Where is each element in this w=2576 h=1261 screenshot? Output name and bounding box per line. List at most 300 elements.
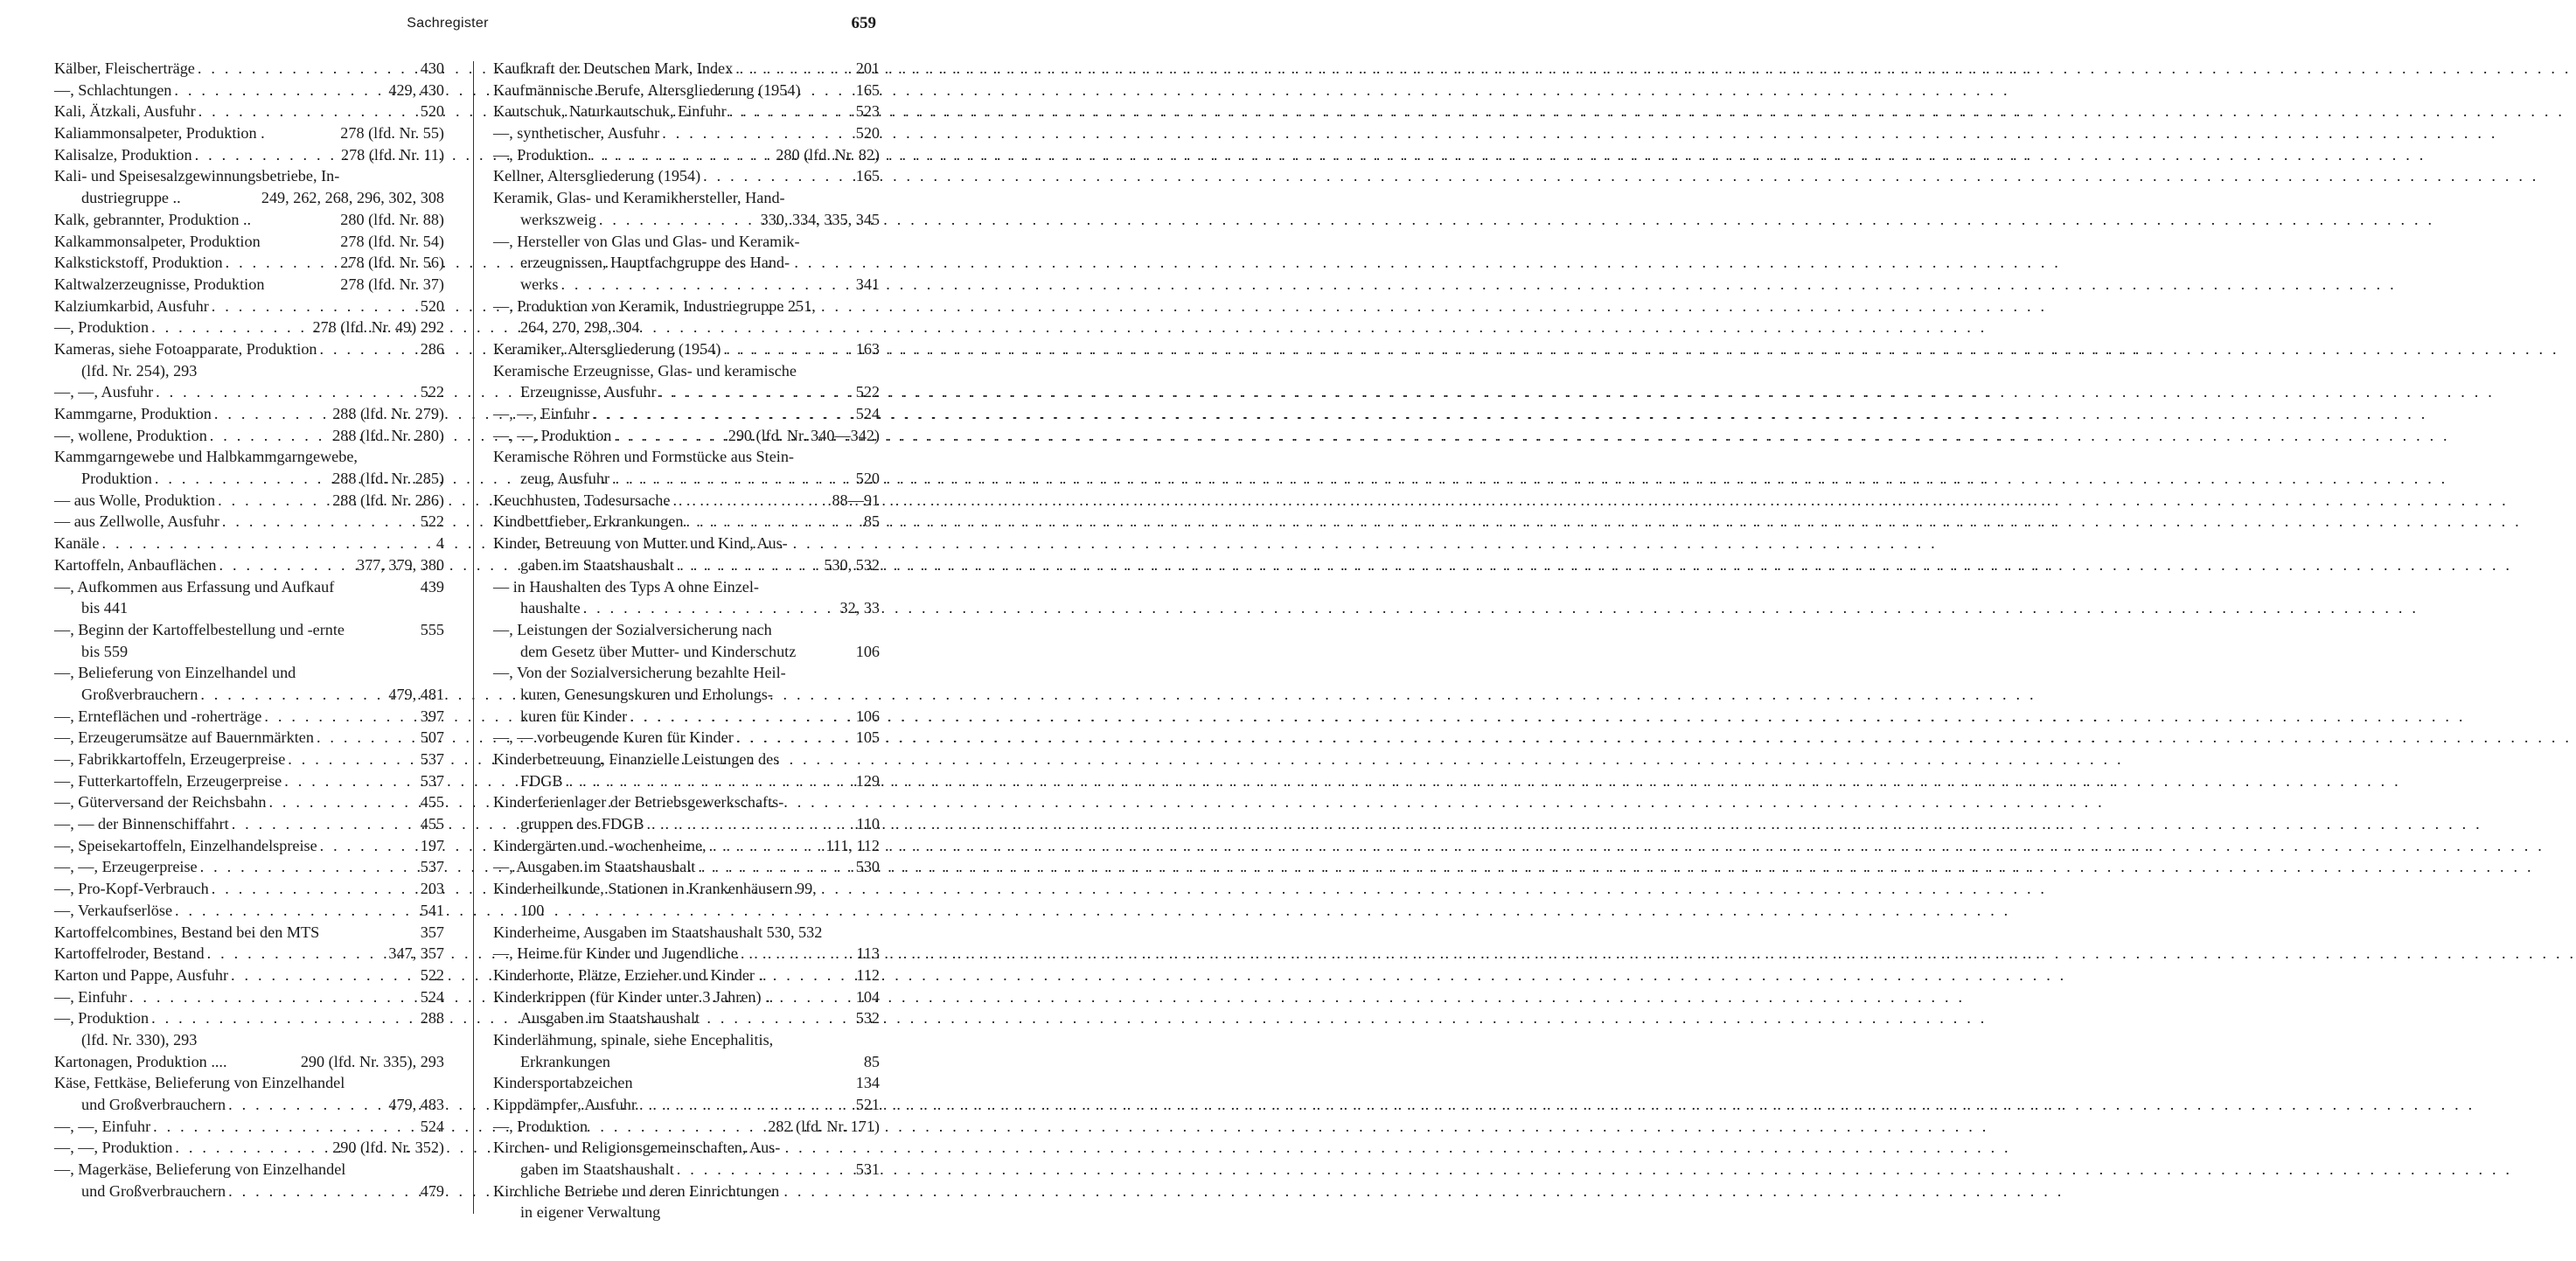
index-entry xyxy=(493,813,880,835)
index-entry xyxy=(493,706,880,728)
index-entry-text: —, — der Binnenschiffahrt xyxy=(54,815,229,833)
index-entry xyxy=(54,446,444,468)
index-entry xyxy=(493,1029,880,1051)
leader-dots xyxy=(639,1094,853,1116)
index-entry xyxy=(54,878,444,900)
page-number: 659 xyxy=(851,14,876,32)
index-entry-text: —, Beginn der Kartoffelbestellung und -ernte xyxy=(54,620,345,638)
index-entry xyxy=(54,1181,444,1202)
index-entry xyxy=(493,641,880,663)
leader-dots xyxy=(590,144,773,166)
index-entry-text: Keramiker, Altersgliederung (1954) xyxy=(493,339,721,358)
index-entry-text: —, Pro-Kopf-Verbrauch xyxy=(54,880,209,898)
index-entry xyxy=(493,468,880,490)
index-entry xyxy=(54,1159,444,1181)
index-entry-page-ref: 429, 430 xyxy=(388,80,444,99)
index-entry-page-ref: 523 xyxy=(855,102,880,121)
index-entry-text: Kameras, siehe Fotoapparate, Produktion xyxy=(54,339,317,358)
leader-dots xyxy=(284,770,417,792)
index-entry xyxy=(54,58,444,80)
index-entry xyxy=(493,791,880,813)
leader-dots xyxy=(614,425,725,447)
index-entry-text: bis 441 xyxy=(81,599,129,617)
leader-dots xyxy=(219,554,354,576)
leader-dots xyxy=(198,58,418,80)
index-entry-text: Keuchhusten, Todesursache xyxy=(493,491,671,509)
index-entry xyxy=(493,511,880,533)
index-entry xyxy=(493,749,880,770)
index-entry-text: Kinderferienlager der Betriebsgewerkschafts- xyxy=(493,793,784,812)
leader-dots xyxy=(677,554,822,576)
index-entry-page-ref: 521 xyxy=(855,1096,880,1113)
index-entry-text: Erzeugnisse, Ausfuhr xyxy=(520,383,657,401)
leader-dots xyxy=(583,597,838,619)
index-entry-page-ref: 105 xyxy=(855,728,880,747)
index-entry-text: Kammgarne, Produktion xyxy=(54,405,212,422)
index-entry-page-ref: 439 xyxy=(420,577,444,596)
index-entry-page-ref: 106 xyxy=(855,707,880,725)
index-entry xyxy=(493,554,880,576)
index-entry xyxy=(54,252,444,274)
index-entry-page-ref: 532 xyxy=(855,1009,880,1028)
leader-dots xyxy=(200,856,418,878)
index-entry xyxy=(493,727,880,749)
index-entry xyxy=(54,706,444,728)
index-entry xyxy=(493,187,880,209)
index-entry xyxy=(54,641,444,663)
leader-dots xyxy=(736,727,853,749)
index-entry-text: kuren für Kinder xyxy=(520,707,628,725)
index-entry xyxy=(54,468,444,490)
index-entry xyxy=(54,1072,444,1094)
index-entry-page-ref: 530 xyxy=(855,858,880,876)
index-entry xyxy=(493,1094,880,1116)
index-entry xyxy=(493,425,880,447)
index-entry-page-ref: 531 xyxy=(855,1160,880,1179)
index-entry-page-ref: 278 (lfd. Nr. 56) xyxy=(340,254,444,272)
index-entry-page-ref: 278 (lfd. Nr. 55) xyxy=(340,124,444,143)
index-entry xyxy=(54,511,444,533)
index-entry-text: Kali- und Speisesalzgewinnungsbetriebe, In- xyxy=(54,167,340,185)
index-entry xyxy=(54,813,444,835)
index-entry xyxy=(54,1007,444,1029)
leader-dots xyxy=(317,727,418,749)
index-entry xyxy=(493,662,880,684)
index-entry-page-ref: 530, 532 xyxy=(824,555,880,574)
index-entry-text: Keramische Erzeugnisse, Glas- und keramische xyxy=(493,361,797,380)
leader-dots xyxy=(175,900,418,922)
index-entry-text: Kinderkrippen (für Kinder unter 3 Jahren) .. xyxy=(493,987,774,1006)
index-entry xyxy=(54,209,444,231)
leader-dots xyxy=(207,943,386,965)
leader-dots xyxy=(200,684,386,706)
index-entry xyxy=(54,187,444,209)
leader-dots xyxy=(741,943,854,965)
index-entry-page-ref: 522 xyxy=(855,383,880,401)
index-entry-page-ref: 524 xyxy=(420,987,444,1006)
index-entry-text: dem Gesetz über Mutter- und Kinderschutz xyxy=(520,642,797,660)
index-entry xyxy=(493,597,880,619)
leader-dots xyxy=(212,878,418,900)
index-entry xyxy=(493,835,880,857)
index-entry xyxy=(493,943,880,965)
index-entry xyxy=(54,986,444,1008)
index-entry-page-ref: 280 (lfd. Nr. 82) xyxy=(776,145,880,164)
index-entry-page-ref: 455 xyxy=(420,815,444,833)
index-entry-page-ref: 479, 483 xyxy=(388,1096,444,1113)
index-entry-page-ref: 520 xyxy=(420,296,444,315)
index-entry-text: Kammgarngewebe und Halbkammgarngewebe, xyxy=(54,448,358,466)
index-entry xyxy=(493,101,880,122)
index-entry-text: 100 xyxy=(520,901,545,919)
index-entry-text: —, —, Produktion xyxy=(54,1139,173,1157)
index-entry-text: —, —, Erzeugerpreise xyxy=(54,858,198,876)
index-entry-page-ref: 282 (lfd. Nr. 171) xyxy=(768,1117,880,1135)
index-entry xyxy=(493,296,880,317)
index-entry-text: dustriegruppe .. xyxy=(81,189,181,207)
index-entry-text: —, Futterkartoffeln, Erzeugerpreise xyxy=(54,771,282,790)
index-entry-page-ref: 129 xyxy=(855,771,880,790)
index-entry xyxy=(493,58,880,80)
index-entry xyxy=(54,856,444,878)
index-entry xyxy=(493,1116,880,1138)
index-entry-page-ref: 537 xyxy=(420,771,444,790)
index-entry-text: —, Verkaufserlöse xyxy=(54,901,173,919)
index-entry-text: Ausgaben im Staatshaushalt xyxy=(520,1009,700,1028)
index-entry-text: Kartoffelroder, Bestand xyxy=(54,944,205,963)
index-entry-page-ref: 479, 481 xyxy=(388,685,444,703)
leader-dots xyxy=(698,856,853,878)
index-entry-text: Großverbrauchern xyxy=(81,685,198,703)
index-entry-page-ref: 288 xyxy=(420,1009,444,1028)
index-entry-text: —, Heime für Kinder und Jugendliche xyxy=(493,944,738,963)
index-entry xyxy=(54,490,444,512)
leader-dots xyxy=(320,835,418,857)
index-entry-page-ref: 280 (lfd. Nr. 88) xyxy=(340,210,444,228)
index-entry xyxy=(54,274,444,296)
leader-dots xyxy=(195,144,338,166)
index-entry xyxy=(54,943,444,965)
index-entry-page-ref: 288 (lfd. Nr. 279) xyxy=(332,405,444,422)
leader-dots xyxy=(630,706,853,728)
leader-dots xyxy=(612,468,853,490)
index-entry-text: Kalziumkarbid, Ausfuhr xyxy=(54,296,209,315)
index-entry xyxy=(54,749,444,770)
index-entry-text: Kinderheime, Ausgaben im Staatshaushalt 530, 532 xyxy=(493,923,823,941)
index-entry xyxy=(493,317,880,338)
index-entry xyxy=(493,619,880,641)
index-entry xyxy=(54,360,444,382)
running-head xyxy=(0,14,895,38)
index-entry-text: Kalk, gebrannter, Produktion .. xyxy=(54,210,252,228)
leader-dots xyxy=(226,252,338,274)
leader-dots xyxy=(686,511,860,533)
leader-dots xyxy=(218,490,330,512)
index-entry xyxy=(493,360,880,382)
index-entry-text: Kinderheilkunde, Stationen in Krankenhäusern 99, xyxy=(493,880,817,898)
index-entry-text: —, Von der Sozialversicherung bezahlte Heil- xyxy=(493,664,786,682)
leader-dots xyxy=(231,965,418,986)
index-entry-text: Kalisalze, Produktion xyxy=(54,145,192,164)
leader-dots xyxy=(320,338,418,360)
index-entry xyxy=(54,770,444,792)
index-entry-text: —, synthetischer, Ausfuhr xyxy=(493,124,660,143)
index-entry xyxy=(54,619,444,641)
index-entry-page-ref: 163 xyxy=(855,339,880,358)
leader-dots xyxy=(175,1137,330,1159)
index-entry-page-ref: 537 xyxy=(420,750,444,768)
index-entry-text: Kindergärten und -wochenheime, xyxy=(493,836,707,854)
index-entry-text: Kartoffeln, Anbauflächen xyxy=(54,555,217,574)
index-entry xyxy=(493,1051,880,1073)
index-entry-text: Kartonagen, Produktion .... xyxy=(54,1052,227,1070)
index-entry-text: Kinderlähmung, spinale, siehe Encephalitis, xyxy=(493,1030,774,1049)
leader-dots xyxy=(102,533,434,554)
leader-dots xyxy=(156,381,418,403)
index-entry-text: —, Speisekartoffeln, Einzelhandelspreise xyxy=(54,836,317,854)
index-entry-text: werks xyxy=(520,275,559,293)
index-entry-text: (lfd. Nr. 330), 293 xyxy=(81,1030,198,1049)
index-entry-page-ref: 286 xyxy=(420,339,444,358)
index-entry-text: gaben im Staatshaushalt xyxy=(520,1160,674,1179)
index-entry-text: —, Schlachtungen xyxy=(54,80,172,99)
index-entry xyxy=(54,338,444,360)
index-entry-text: —, —, Ausfuhr xyxy=(54,383,154,401)
index-entry xyxy=(54,922,444,944)
index-entry-text: —, — vorbeugende Kuren für Kinder xyxy=(493,728,734,747)
index-entry xyxy=(493,252,880,274)
index-entry xyxy=(493,165,880,187)
index-entry-text: Käse, Fettkäse, Belieferung von Einzelhandel xyxy=(54,1074,345,1092)
leader-dots xyxy=(729,101,853,122)
index-entry xyxy=(54,965,444,986)
index-entry xyxy=(493,209,880,231)
leader-dots xyxy=(129,986,418,1008)
index-entry-page-ref: 106 xyxy=(855,642,880,660)
leader-dots xyxy=(662,122,853,144)
index-entry xyxy=(54,791,444,813)
index-entry-page-ref: 88—91 xyxy=(832,491,880,509)
index-entry-text: —, —, Einfuhr xyxy=(54,1117,151,1135)
index-entry-text: Kirchen- und Religionsgemeinschaften, Aus- xyxy=(493,1139,781,1157)
leader-dots xyxy=(288,749,417,770)
index-entry-text: — aus Wolle, Produktion xyxy=(54,491,216,509)
index-column-right xyxy=(493,58,880,1223)
index-entry xyxy=(54,1094,444,1116)
index-entry xyxy=(54,296,444,317)
index-entry-page-ref: 541 xyxy=(420,901,444,919)
leader-dots xyxy=(155,468,330,490)
index-entry xyxy=(493,684,880,706)
index-entry-text: kuren, Genesungskuren und Erholungs- xyxy=(520,685,773,703)
index-entry xyxy=(54,1116,444,1138)
index-entry xyxy=(54,533,444,554)
index-entry xyxy=(493,144,880,166)
leader-dots xyxy=(174,80,386,101)
index-entry-page-ref: 290 (lfd. Nr. 335), 293 xyxy=(300,1052,444,1070)
index-entry-text: Keramische Röhren und Formstücke aus Stein- xyxy=(493,448,794,466)
index-entry-page-ref: 249, 262, 268, 296, 302, 308 xyxy=(261,189,444,207)
index-entry xyxy=(493,1181,880,1202)
index-entry-page-ref: 32, 33 xyxy=(839,599,880,617)
leader-dots xyxy=(198,101,418,122)
index-entry-page-ref: 165 xyxy=(855,167,880,185)
index-entry-text: —, Produktion xyxy=(54,1009,150,1028)
index-entry-page-ref: 113 xyxy=(856,944,880,963)
index-entry-page-ref: 4 xyxy=(435,534,444,553)
index-entry-text: Kirchliche Betriebe und deren Einrichtungen xyxy=(493,1181,780,1200)
index-entry-page-ref: 522 xyxy=(420,383,444,401)
index-entry-text: (lfd. Nr. 254), 293 xyxy=(81,361,198,380)
index-entry-text: Kippdämpfer, Ausfuhr xyxy=(493,1096,637,1113)
index-entry xyxy=(54,144,444,166)
index-entry-page-ref: 524 xyxy=(855,405,880,422)
index-entry xyxy=(493,338,880,360)
index-entry xyxy=(493,878,880,900)
index-entry-page-ref: 278 (lfd. Nr. 49) 292 xyxy=(312,318,444,337)
index-entry-page-ref: 85 xyxy=(863,512,880,531)
index-entry-text: werkszweig xyxy=(520,210,596,228)
index-entry xyxy=(493,122,880,144)
index-entry-page-ref: 520 xyxy=(855,124,880,143)
index-entry-page-ref: 455 xyxy=(420,793,444,812)
index-entry-text: Kalkstickstoff, Produktion xyxy=(54,254,223,272)
leader-dots xyxy=(232,813,418,835)
leader-dots xyxy=(228,1094,386,1116)
index-entry-text: —, Erzeugerumsätze auf Bauernmärkten xyxy=(54,728,314,747)
index-entry-text: Kautschuk, Naturkautschuk, Einfuhr xyxy=(493,102,727,121)
index-entry-text: —, Hersteller von Glas und Glas- und Keramik- xyxy=(493,232,800,250)
index-entry-page-ref: 288 (lfd. Nr. 280) xyxy=(332,426,444,444)
index-entry xyxy=(54,101,444,122)
index-entry-text: —, Produktion xyxy=(493,145,588,164)
index-entry-text: Kindersportabzeichen xyxy=(493,1074,633,1092)
index-entry-page-ref: 430 xyxy=(420,59,444,77)
index-entry-text: —, —, Einfuhr xyxy=(493,405,590,422)
index-entry-page-ref: 278 (lfd. Nr. 54) xyxy=(340,232,444,250)
index-entry-text: in eigener Verwaltung xyxy=(520,1203,661,1222)
leader-dots xyxy=(151,1007,418,1029)
index-entry xyxy=(493,856,880,878)
index-entry xyxy=(493,533,880,554)
index-entry-text: bis 559 xyxy=(81,642,129,660)
index-entry xyxy=(54,1137,444,1159)
index-entry xyxy=(54,403,444,425)
index-entry-page-ref: 290 (lfd. Nr. 340—342) xyxy=(728,426,880,444)
index-entry-text: haushalte xyxy=(520,599,581,617)
index-entry-page-ref: 288 (lfd. Nr. 285) xyxy=(332,470,444,488)
index-entry-text: Kaufmännische Berufe, Altersgliederung (1954) xyxy=(493,80,801,99)
index-entry-page-ref: 520 xyxy=(855,470,880,488)
leader-dots xyxy=(659,381,853,403)
index-entry-page-ref: 347, 357 xyxy=(388,944,444,963)
index-entry-page-ref: 112 xyxy=(856,965,880,984)
index-entry xyxy=(54,727,444,749)
leader-dots xyxy=(592,403,853,425)
index-entry-page-ref: 201 xyxy=(855,59,880,77)
leader-dots xyxy=(677,1159,853,1181)
index-entry-text: —, Magerkäse, Belieferung von Einzelhandel xyxy=(54,1160,346,1179)
index-entry-page-ref: 104 xyxy=(855,987,880,1006)
index-entry-text: 264, 270, 298, 304 xyxy=(520,318,640,337)
index-entry-text: Kartoffelcombines, Bestand bei den MTS xyxy=(54,923,320,941)
index-entry-page-ref: 278 (lfd. Nr. 37) xyxy=(340,275,444,293)
index-entry-page-ref: 507 xyxy=(420,728,444,747)
leader-dots xyxy=(268,791,417,813)
index-entry-text: FDGB xyxy=(520,771,563,790)
index-entry-text: — aus Zellwolle, Ausfuhr xyxy=(54,512,219,531)
index-entry xyxy=(493,446,880,468)
index-entry xyxy=(54,1029,444,1051)
index-entry-text: —, —, Produktion xyxy=(493,426,612,444)
index-entry-page-ref: 522 xyxy=(420,512,444,531)
index-entry-page-ref: 110 xyxy=(856,815,880,833)
index-entry-text: Kinderbetreuung, Finanzielle Leistungen des xyxy=(493,750,780,768)
index-entry xyxy=(54,165,444,187)
index-entry-text: und Großverbrauchern xyxy=(81,1096,226,1113)
index-entry-text: —, Güterversand der Reichsbahn xyxy=(54,793,267,812)
index-entry-text: gruppen des FDGB xyxy=(520,815,644,833)
index-entry xyxy=(493,274,880,296)
index-entry-text: — in Haushalten des Typs A ohne Einzel- xyxy=(493,577,759,596)
index-entry-page-ref: 377, 379, 380 xyxy=(356,555,444,574)
index-entry xyxy=(54,381,444,403)
index-entry-text: Keramik, Glas- und Keramikhersteller, Hand- xyxy=(493,189,785,207)
leader-dots xyxy=(646,813,853,835)
index-entry-text: zeug, Ausfuhr xyxy=(520,470,610,488)
index-entry-text: Produktion xyxy=(81,470,152,488)
index-entry-page-ref: 111, 112 xyxy=(825,836,880,854)
index-entry xyxy=(54,231,444,253)
index-entry-text: Kinderhorte, Plätze, Erzieher und Kinder .. xyxy=(493,965,767,984)
index-entry-page-ref: 537 xyxy=(420,858,444,876)
index-entry-text: —, Ernteflächen und -roherträge xyxy=(54,707,262,725)
leader-dots xyxy=(214,403,330,425)
leader-dots xyxy=(735,58,853,80)
index-entry xyxy=(493,922,880,944)
index-entry-page-ref: 397 xyxy=(420,707,444,725)
leader-dots xyxy=(212,296,418,317)
index-entry xyxy=(493,80,880,101)
index-entry-text: —, Belieferung von Einzelhandel und xyxy=(54,664,296,682)
index-entry-text: —, Leistungen der Sozialversicherung nach xyxy=(493,620,772,638)
index-entry xyxy=(54,80,444,101)
index-entry xyxy=(493,381,880,403)
index-entry-page-ref: 203 xyxy=(420,880,444,898)
leader-dots xyxy=(264,706,417,728)
index-entry xyxy=(493,403,880,425)
index-entry-text: —, wollene, Produktion xyxy=(54,426,207,444)
index-entry-text: —, Produktion von Keramik, Industriegruppe 251, xyxy=(493,296,816,315)
index-entry xyxy=(493,900,880,922)
index-entry xyxy=(493,770,880,792)
index-entry xyxy=(54,900,444,922)
index-entry xyxy=(54,662,444,684)
leader-dots xyxy=(599,209,758,231)
index-entry-page-ref: 290 (lfd. Nr. 352) xyxy=(332,1139,444,1157)
leader-dots xyxy=(210,425,330,447)
index-entry-page-ref: 330, 334, 335, 345 xyxy=(760,210,880,228)
index-entry-page-ref: 288 (lfd. Nr. 286) xyxy=(332,491,444,509)
index-entry xyxy=(54,684,444,706)
index-entry-page-ref: 520 xyxy=(420,102,444,121)
index-entry-text: Kanäle xyxy=(54,534,100,553)
index-entry xyxy=(54,597,444,619)
index-entry xyxy=(54,425,444,447)
index-entry-text: gaben im Staatshaushalt xyxy=(520,555,674,574)
index-entry-page-ref: 341 xyxy=(855,275,880,293)
index-entry xyxy=(493,231,880,253)
